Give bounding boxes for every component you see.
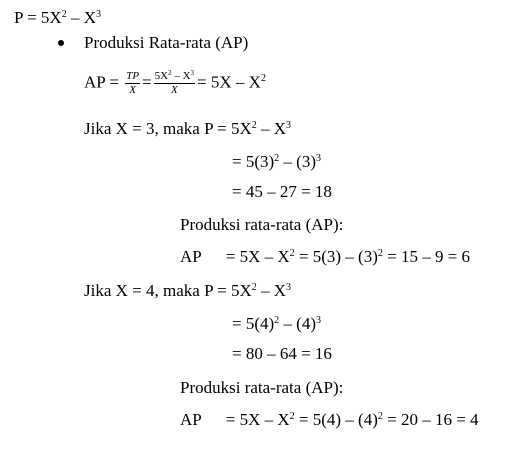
- case-x4-step2: = 80 – 64 = 16: [232, 344, 332, 363]
- case-x3-ap-label: Produksi rata-rata (AP):: [180, 215, 344, 234]
- fraction-tp-over-x: $\frac{TP}{X}$: [126, 70, 140, 96]
- case-x4-ap-label: Produksi rata-rata (AP):: [180, 378, 344, 397]
- ap-formula: AP = $\frac{TP}{X}$ = $\frac{5X^2 - X^3}{X}$ = $5X - X^2$: [84, 69, 266, 96]
- production-function: $P = 5X^2 - X^3$: [14, 8, 101, 27]
- case-x3-intro: Jika X = 3, maka $P = 5X^2 - X^3$: [84, 119, 292, 138]
- case-x3-step1: = $5(3)^2 - (3)^3$: [232, 152, 321, 171]
- case-x4-intro: Jika X = 4, maka $P = 5X^2 - X^3$: [84, 281, 292, 300]
- case-x3-step2: = 45 – 27 = 18: [232, 182, 332, 201]
- case-x4-ap-calc: AP = $5X - X^2 = 5(4) - (4)^2 = 20 - 16 = 4$: [180, 410, 479, 429]
- fraction-p-over-x: $\frac{5X^2 - X^3}{X}$: [154, 69, 195, 96]
- section-heading: Produksi Rata-rata (AP): [84, 33, 249, 52]
- case-x4-step1: = $5(4)^2 - (4)^3$: [232, 314, 321, 333]
- case-x3-ap-calc: AP = $5X - X^2 = 5(3) - (3)^2 = 15 - 9 = 6$: [180, 247, 471, 266]
- bullet-icon: [58, 40, 64, 46]
